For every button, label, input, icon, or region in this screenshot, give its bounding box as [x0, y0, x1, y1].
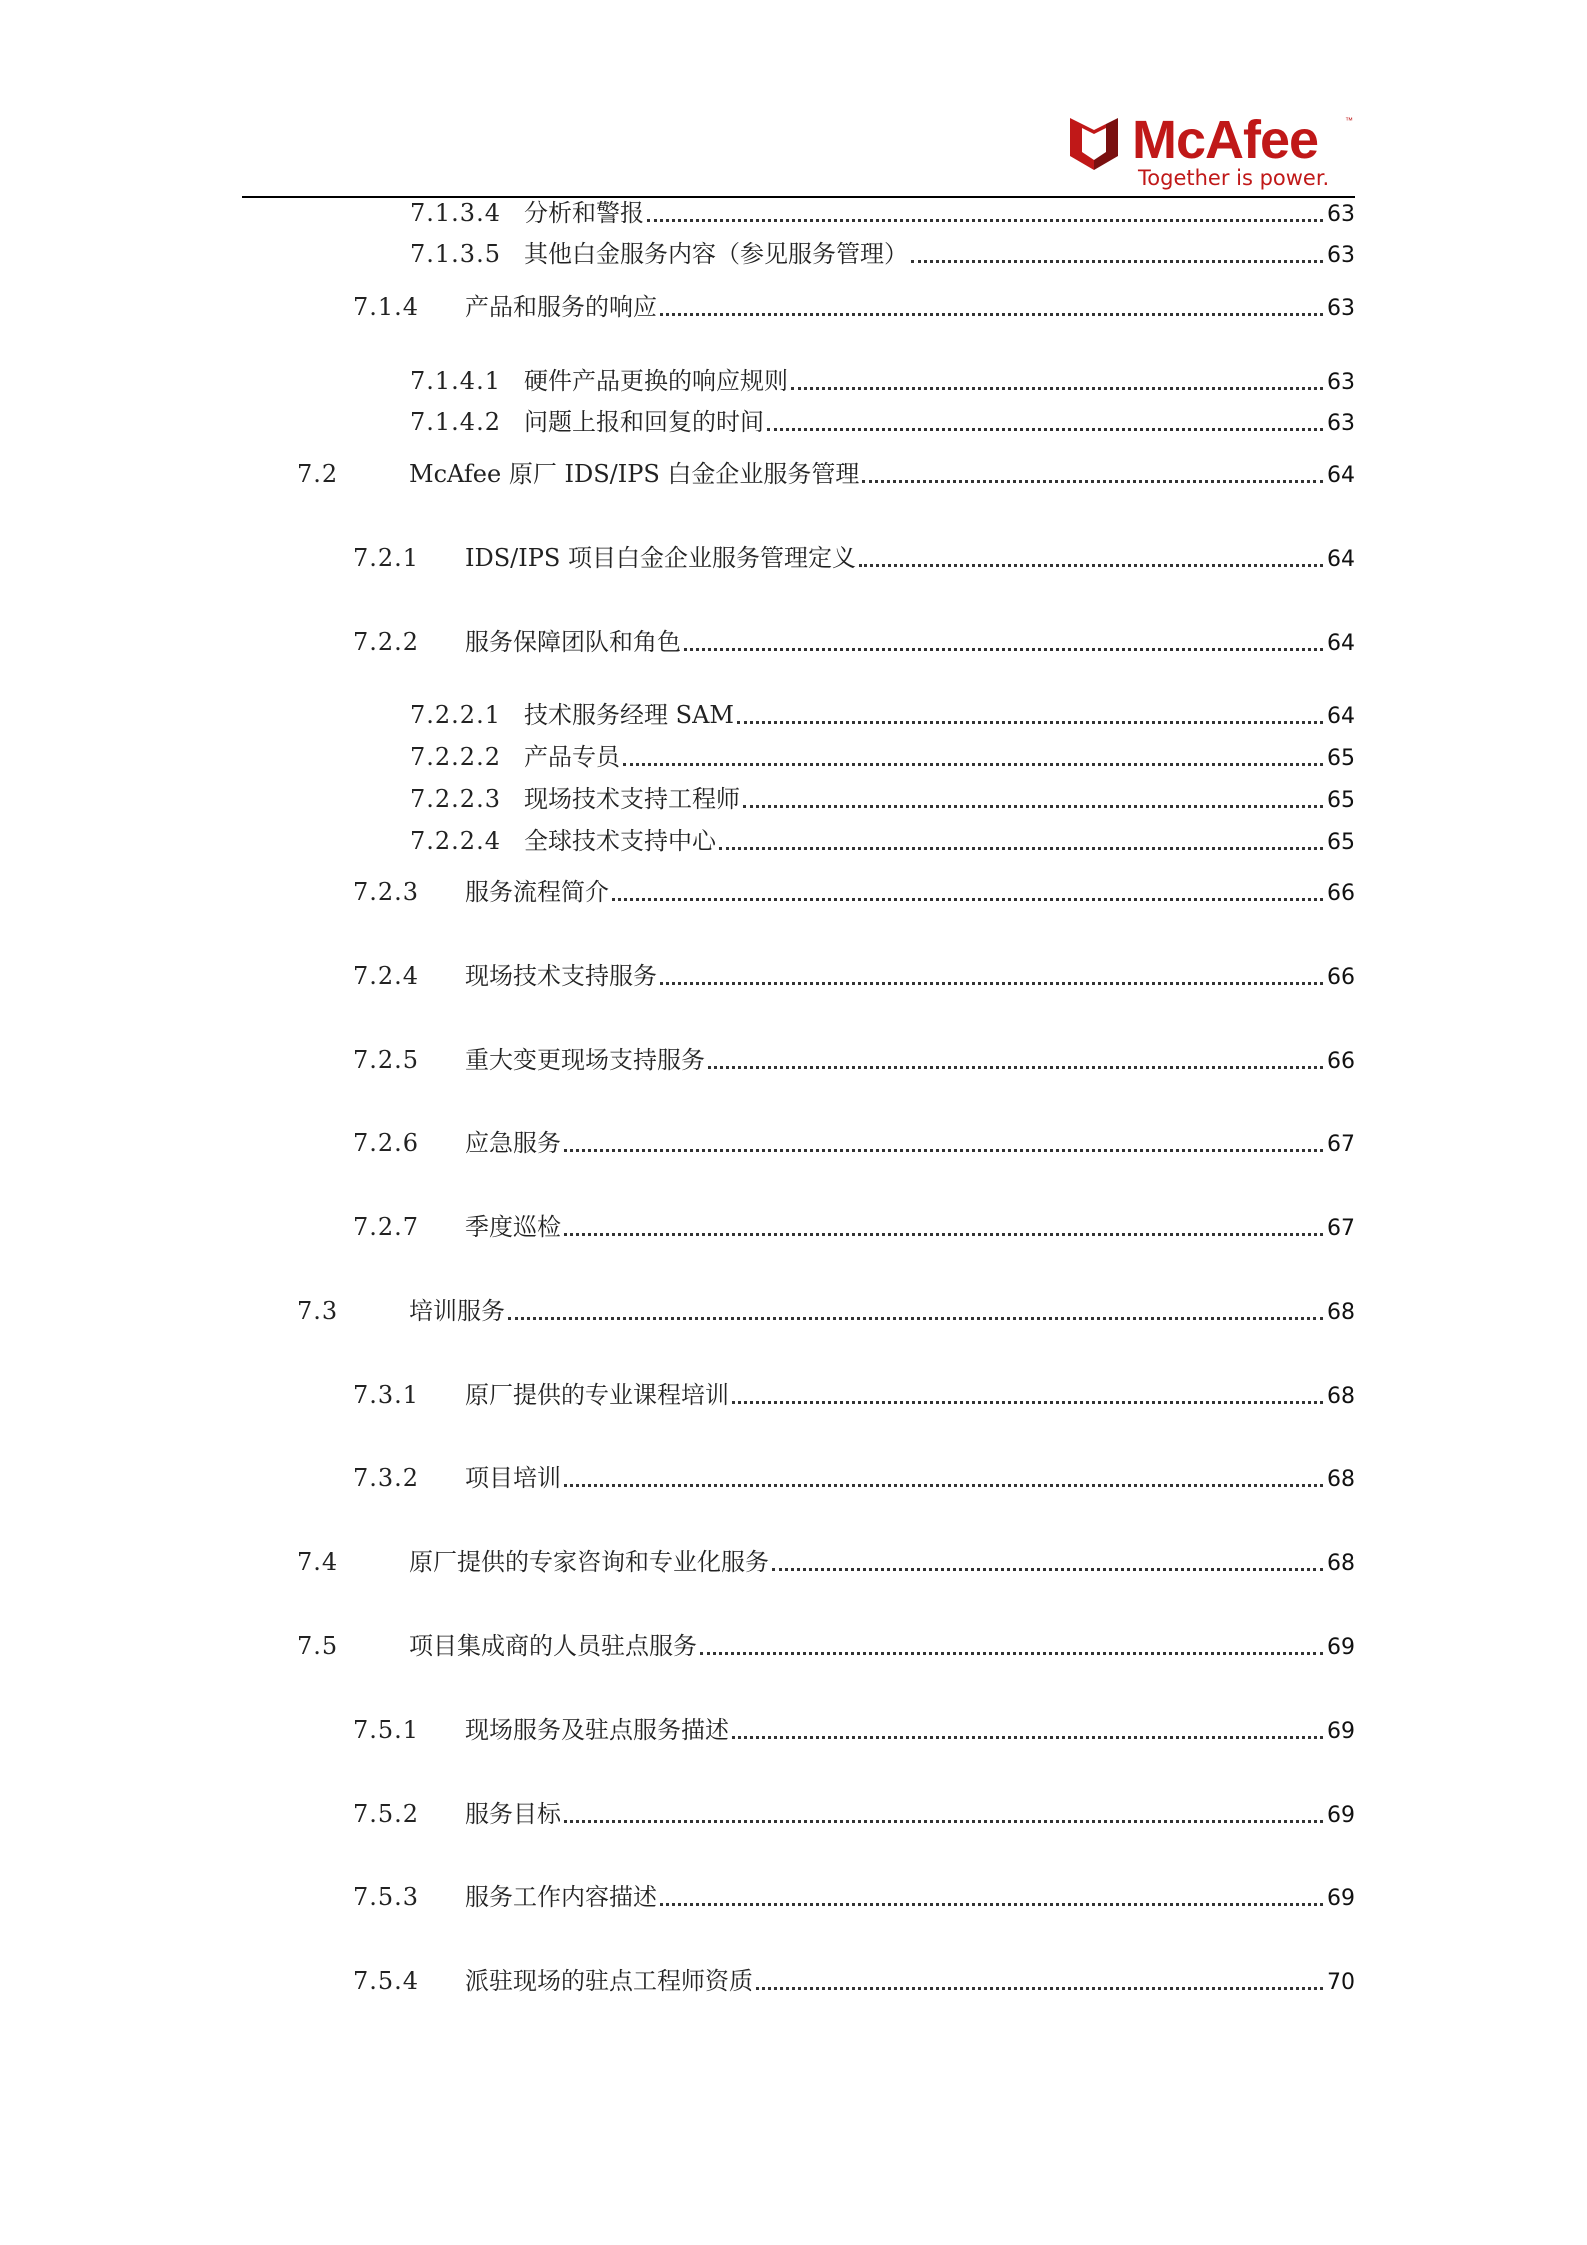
brand-name: McAfee: [1132, 110, 1319, 170]
toc-entry-number: 7.4: [297, 1548, 339, 1576]
toc-entry-page-number: 65: [1327, 830, 1355, 855]
toc-entry-title: 项目培训: [465, 1464, 561, 1492]
mcafee-logo: [1070, 110, 1360, 190]
toc-entry-page-number: 66: [1327, 881, 1355, 906]
page-header: [0, 0, 1587, 200]
toc-entry-number: 7.5.3: [353, 1883, 420, 1911]
toc-dot-leader: [767, 428, 1323, 431]
toc-entry-title: 服务流程简介: [465, 878, 609, 906]
toc-entry[interactable]: [353, 1461, 1355, 1495]
toc-dot-leader: [862, 480, 1323, 483]
toc-entry[interactable]: [410, 824, 1355, 858]
toc-entry-page-number: 67: [1327, 1216, 1355, 1241]
toc-entry-page-number: 68: [1327, 1384, 1355, 1409]
toc-entry[interactable]: [410, 364, 1355, 398]
toc-entry-title: 硬件产品更换的响应规则: [524, 367, 788, 395]
toc-dot-leader: [911, 260, 1323, 263]
toc-entry-number: 7.2.2.2: [410, 743, 501, 771]
toc-entry-title: 培训服务: [409, 1297, 505, 1325]
toc-dot-leader: [612, 898, 1323, 901]
toc-dot-leader: [743, 805, 1323, 808]
mcafee-shield-icon: [1070, 118, 1118, 170]
toc-entry-title: 现场服务及驻点服务描述: [465, 1716, 729, 1744]
toc-entry-title: IDS/IPS 项目白金企业服务管理定义: [465, 544, 856, 572]
toc-entry[interactable]: [410, 740, 1355, 774]
toc-entry[interactable]: [410, 405, 1355, 439]
toc-dot-leader: [660, 313, 1323, 316]
toc-entry-page-number: 64: [1327, 547, 1355, 572]
toc-entry-page-number: 63: [1327, 411, 1355, 436]
toc-dot-leader: [564, 1149, 1323, 1152]
toc-entry-title: 现场技术支持工程师: [524, 785, 740, 813]
toc-entry[interactable]: [353, 1126, 1355, 1160]
toc-entry-title: 技术服务经理 SAM: [524, 701, 734, 729]
toc-entry-number: 7.2.2.1: [410, 701, 501, 729]
toc-entry-number: 7.2.6: [353, 1129, 420, 1157]
toc-dot-leader: [684, 648, 1323, 651]
toc-dot-leader: [756, 1987, 1323, 1990]
toc-entry-page-number: 70: [1327, 1970, 1355, 1995]
toc-entry-page-number: 68: [1327, 1467, 1355, 1492]
toc-dot-leader: [791, 387, 1323, 390]
toc-entry-title: 分析和警报: [524, 199, 644, 227]
toc-entry-page-number: 69: [1327, 1803, 1355, 1828]
toc-entry[interactable]: [353, 625, 1355, 659]
toc-entry-page-number: 64: [1327, 704, 1355, 729]
toc-entry-title: 派驻现场的驻点工程师资质: [465, 1967, 753, 1995]
toc-entry[interactable]: [353, 875, 1355, 909]
toc-entry-title: 问题上报和回复的时间: [524, 408, 764, 436]
toc-entry-number: 7.2.3: [353, 878, 420, 906]
toc-entry-page-number: 69: [1327, 1886, 1355, 1911]
brand-tagline: Together is power.: [1138, 166, 1330, 190]
toc-entry-page-number: 69: [1327, 1719, 1355, 1744]
toc-entry-number: 7.3.2: [353, 1464, 420, 1492]
toc-entry-page-number: 67: [1327, 1132, 1355, 1157]
toc-entry-title: 服务工作内容描述: [465, 1883, 657, 1911]
toc-entry-title: 服务保障团队和角色: [465, 628, 681, 656]
toc-entry-title: 服务目标: [465, 1800, 561, 1828]
toc-dot-leader: [732, 1401, 1323, 1404]
toc-entry-title: 季度巡检: [465, 1213, 561, 1241]
toc-entry-title: 重大变更现场支持服务: [465, 1046, 705, 1074]
toc-entry-page-number: 65: [1327, 788, 1355, 813]
toc-entry-page-number: 63: [1327, 296, 1355, 321]
toc-entry-page-number: 66: [1327, 965, 1355, 990]
toc-entry-page-number: 69: [1327, 1635, 1355, 1660]
toc-entry-number: 7.2.4: [353, 962, 420, 990]
toc-entry-number: 7.2: [297, 460, 339, 488]
toc-entry[interactable]: [297, 1629, 1355, 1663]
toc-entry-page-number: 68: [1327, 1551, 1355, 1576]
toc-entry-number: 7.2.2.3: [410, 785, 501, 813]
toc-entry-number: 7.3.1: [353, 1381, 420, 1409]
toc-entry-number: 7.2.2: [353, 628, 420, 656]
toc-entry-page-number: 64: [1327, 463, 1355, 488]
toc-entry[interactable]: [353, 1210, 1355, 1244]
toc-entry-number: 7.1.4.2: [410, 408, 501, 436]
toc-entry[interactable]: [410, 237, 1355, 271]
toc-dot-leader: [732, 1736, 1323, 1739]
toc-entry[interactable]: [353, 541, 1355, 575]
toc-entry-title: 原厂提供的专业课程培训: [465, 1381, 729, 1409]
toc-entry-page-number: 66: [1327, 1049, 1355, 1074]
toc-dot-leader: [700, 1652, 1323, 1655]
toc-dot-leader: [719, 847, 1323, 850]
toc-entry[interactable]: [410, 196, 1355, 230]
toc-entry[interactable]: [410, 782, 1355, 816]
toc-dot-leader: [564, 1484, 1323, 1487]
toc-entry-page-number: 63: [1327, 370, 1355, 395]
toc-entry[interactable]: [410, 698, 1355, 732]
toc-entry-number: 7.2.5: [353, 1046, 420, 1074]
toc-dot-leader: [660, 1903, 1323, 1906]
toc-entry[interactable]: [353, 1713, 1355, 1747]
toc-entry-title: 其他白金服务内容（参见服务管理）: [524, 240, 908, 268]
toc-dot-leader: [647, 219, 1323, 222]
toc-entry[interactable]: [297, 1294, 1355, 1328]
toc-dot-leader: [564, 1820, 1323, 1823]
toc-entry-number: 7.1.3.5: [410, 240, 501, 268]
toc-entry[interactable]: [353, 1043, 1355, 1077]
toc-entry-title: 项目集成商的人员驻点服务: [409, 1632, 697, 1660]
toc-entry-number: 7.3: [297, 1297, 339, 1325]
toc-entry-page-number: 63: [1327, 243, 1355, 268]
toc-dot-leader: [623, 763, 1323, 766]
toc-dot-leader: [737, 721, 1323, 724]
toc-entry-number: 7.1.4: [353, 293, 420, 321]
toc-entry-number: 7.5.1: [353, 1716, 420, 1744]
toc-entry-number: 7.2.1: [353, 544, 420, 572]
toc-dot-leader: [708, 1066, 1323, 1069]
toc-entry[interactable]: [353, 290, 1355, 324]
toc-entry[interactable]: [353, 959, 1355, 993]
toc-dot-leader: [772, 1568, 1323, 1571]
toc-entry-number: 7.5.2: [353, 1800, 420, 1828]
toc-entry-page-number: 63: [1327, 202, 1355, 227]
toc-entry-number: 7.2.7: [353, 1213, 420, 1241]
toc-entry-title: McAfee 原厂 IDS/IPS 白金企业服务管理: [409, 460, 860, 488]
toc-entry-number: 7.5.4: [353, 1967, 420, 1995]
trademark-symbol: ™: [1345, 116, 1353, 125]
toc-entry-number: 7.5: [297, 1632, 339, 1660]
toc-entry-number: 7.1.4.1: [410, 367, 501, 395]
toc-entry[interactable]: [297, 1545, 1355, 1579]
toc-entry-title: 全球技术支持中心: [524, 827, 716, 855]
toc-dot-leader: [564, 1233, 1323, 1236]
toc-dot-leader: [660, 982, 1323, 985]
toc-entry-title: 应急服务: [465, 1129, 561, 1157]
toc-entry-title: 产品和服务的响应: [465, 293, 657, 321]
toc-entry[interactable]: [353, 1797, 1355, 1831]
toc-dot-leader: [859, 564, 1323, 567]
toc-entry-page-number: 68: [1327, 1300, 1355, 1325]
toc-entry[interactable]: [353, 1964, 1355, 1998]
toc-entry-title: 产品专员: [524, 743, 620, 771]
toc-entry-number: 7.1.3.4: [410, 199, 501, 227]
toc-entry-title: 现场技术支持服务: [465, 962, 657, 990]
toc-entry-number: 7.2.2.4: [410, 827, 501, 855]
toc-entry-page-number: 65: [1327, 746, 1355, 771]
toc-entry[interactable]: [297, 457, 1355, 491]
toc-dot-leader: [508, 1317, 1323, 1320]
toc-entry[interactable]: [353, 1378, 1355, 1412]
toc-entry[interactable]: [353, 1880, 1355, 1914]
toc-entry-page-number: 64: [1327, 631, 1355, 656]
toc-entry-title: 原厂提供的专家咨询和专业化服务: [409, 1548, 769, 1576]
